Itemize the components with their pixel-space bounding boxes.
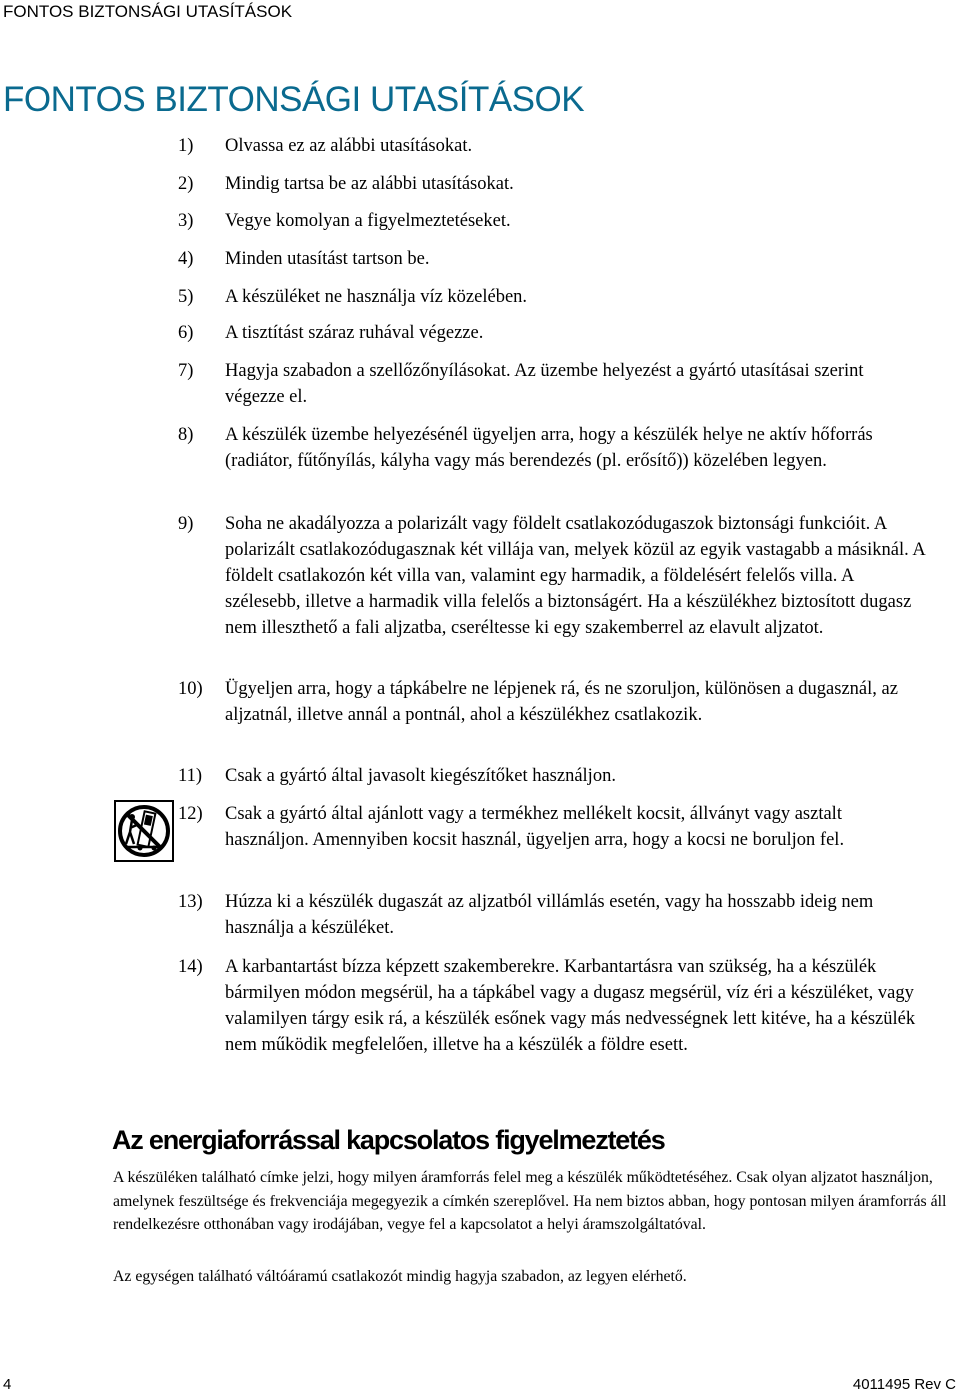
list-item-number: 5) bbox=[178, 287, 194, 307]
list-item-text: Csak a gyártó által javasolt kiegészítőket használjon. bbox=[225, 766, 616, 786]
list-item-text: A készülék üzembe helyezésénél ügyeljen arra, hogy a készülék helye ne aktív hőforrás (radiátor, fűtőnyílás, kályha vagy más berendezés (pl. erősítő)) közelében legyen. bbox=[225, 425, 873, 471]
list-item-number: 12) bbox=[178, 804, 203, 824]
list-item-number: 10) bbox=[178, 679, 203, 699]
document-number: 4011495 Rev C bbox=[852, 1376, 956, 1393]
list-item-number: 13) bbox=[178, 892, 203, 912]
paragraph: Az egységen található váltóáramú csatlakozót mindig hagyja szabadon, az legyen elérhető. bbox=[113, 1268, 687, 1285]
paragraph: A készüléken található címke jelzi, hogy milyen áramforrás felel meg a készülék működtetéséhez. Csak olyan aljzatot használjon, amelynek feszültsége és frekvenciája megegyezik a címkén szereplővel. Ha nem biztos abban, hogy pontosan milyen áramforrás áll rendelkezésre otthonában vagy irodájában, vegye fel a kapcsolatot a helyi áramszolgáltatóval. bbox=[113, 1169, 947, 1233]
list-item-text: Húzza ki a készülék dugaszát az aljzatból villámlás esetén, vagy ha hosszabb ideig nem használja a készüléket. bbox=[225, 892, 874, 938]
section-heading: Az energiaforrással kapcsolatos figyelmeztetés bbox=[112, 1125, 665, 1155]
page-title: FONTOS BIZTONSÁGI UTASÍTÁSOK bbox=[3, 80, 585, 119]
list-item-text: A karbantartást bízza képzett szakemberekre. Karbantartásra van szükség, ha a készülék bármilyen módon megsérül, ha a tápkábel vagy a dugasz megsérül, víz éri a készüléket, vagy valamilyen tárgy esik rá, a készülék esőnek vagy más nedvességnek lett kitéve, ha a készülék nem működik megfelelően, illetve ha a készülék a földre esett. bbox=[225, 957, 916, 1055]
list-item-number: 1) bbox=[178, 136, 194, 156]
running-header: FONTOS BIZTONSÁGI UTASÍTÁSOK bbox=[3, 2, 293, 21]
list-item-number: 6) bbox=[178, 323, 194, 343]
page-number: 4 bbox=[3, 1376, 12, 1393]
list-item-number: 9) bbox=[178, 514, 194, 534]
list-item-number: 2) bbox=[178, 174, 194, 194]
list-item-number: 8) bbox=[178, 425, 194, 445]
list-item-number: 3) bbox=[178, 211, 194, 231]
list-item-text: Olvassa ez az alábbi utasításokat. bbox=[225, 136, 473, 156]
list-item-text: Csak a gyártó által ajánlott vagy a termékhez mellékelt kocsit, állványt vagy asztalt használjon. Amennyiben kocsit használ, ügyeljen arra, hogy a kocsi ne boruljon fel. bbox=[225, 804, 845, 850]
list-item-text: Soha ne akadályozza a polarizált vagy földelt csatlakozódugaszok biztonsági funkcióit. A polarizált csatlakozódugasznak két villája van, melyek közül az egyik vastagabb a másiknál. A földelt csatlakozón két villa van, valamint egy harmadik, a földelésért felelős villa. A szélesebb, illetve a harmadik villa felelős a biztonságért. Ha a készülékhez biztosított dugasz nem illeszthető a fali aljzatba, cseréltesse ki egy szakemberrel az elavult aljzatot. bbox=[225, 514, 925, 638]
list-item-text: Ügyeljen arra, hogy a tápkábelre ne lépjenek rá, és ne szoruljon, különösen a dugasznál, az aljzatnál, illetve annál a pontnál, ahol a készülékhez csatlakozik. bbox=[225, 679, 898, 725]
list-item-text: Hagyja szabadon a szellőzőnyílásokat. Az üzembe helyezést a gyártó utasításai szerint végezze el. bbox=[225, 361, 864, 407]
cart-tip-over-warning-icon bbox=[114, 800, 174, 862]
list-item-text: A tisztítást száraz ruhával végezze. bbox=[225, 323, 484, 343]
list-item-text: Vegye komolyan a figyelmeztetéseket. bbox=[225, 211, 511, 231]
list-item-number: 14) bbox=[178, 957, 203, 977]
list-item-text: A készüléket ne használja víz közelében. bbox=[225, 287, 528, 307]
list-item-number: 7) bbox=[178, 361, 194, 381]
list-item-number: 4) bbox=[178, 249, 194, 269]
list-item-text: Mindig tartsa be az alábbi utasításokat. bbox=[225, 174, 514, 194]
list-item-text: Minden utasítást tartson be. bbox=[225, 249, 430, 269]
list-item-number: 11) bbox=[178, 766, 202, 786]
